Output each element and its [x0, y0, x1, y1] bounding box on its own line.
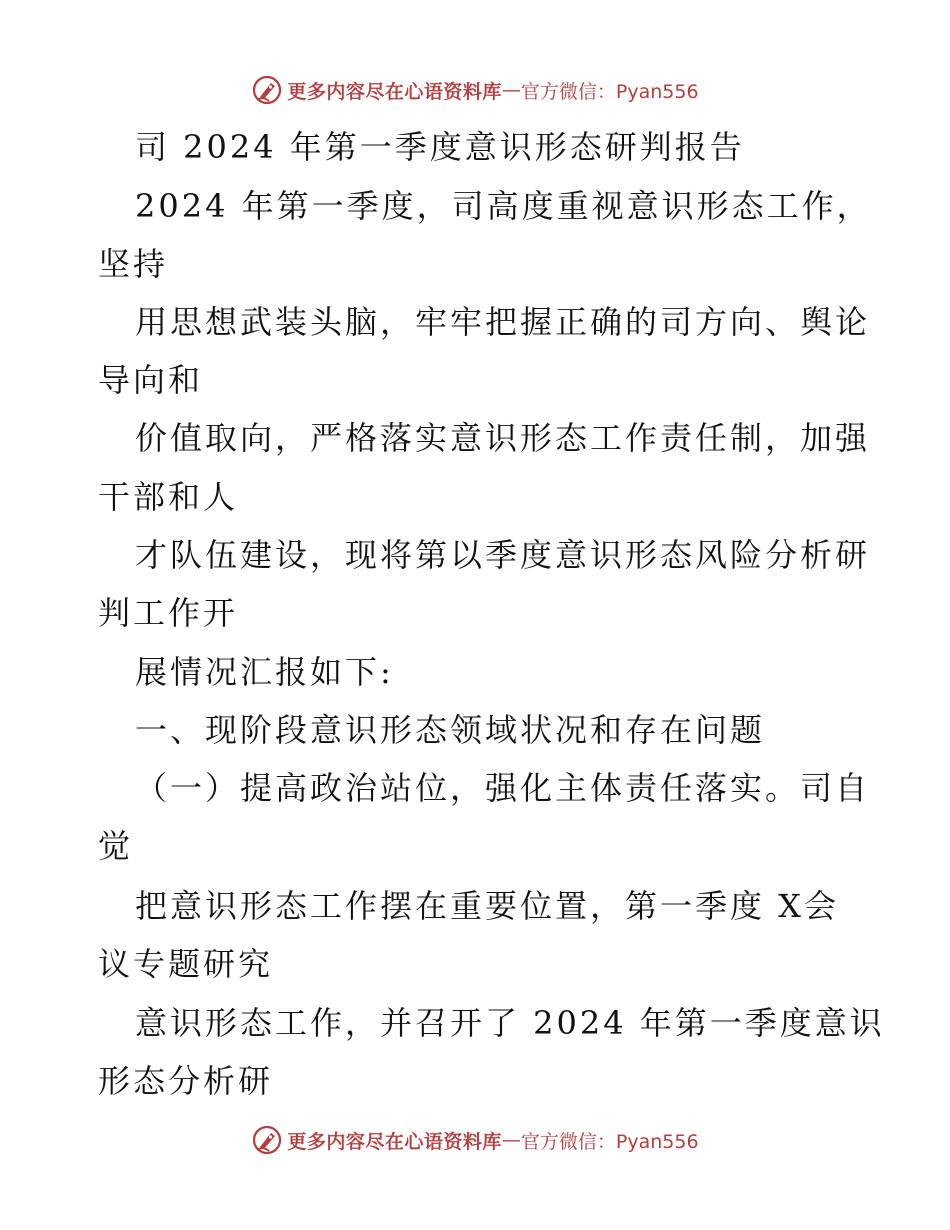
paragraph-line: 意识形态工作，并召开了 2024 年第一季度意识	[135, 1004, 885, 1042]
paragraph-line: 坚持	[98, 245, 169, 283]
paragraph-line: 价值取向，严格落实意识形态工作责任制，加强	[135, 419, 871, 457]
paragraph-line: 议专题研究	[98, 945, 274, 983]
paragraph-line: 觉	[98, 827, 134, 865]
paragraph-line: 导向和	[98, 361, 204, 399]
section-heading: 一、现阶段意识形态领域状况和存在问题	[135, 711, 766, 749]
paragraph-line: 形态分析研	[98, 1062, 274, 1100]
banner-separator: —	[501, 1129, 521, 1151]
subsection-heading: （一）提高政治站位，强化主体责任落实。司自	[135, 769, 871, 807]
banner-title: 更多内容尽在心语资料库	[287, 80, 502, 103]
banner-contact: 官方微信：Pyan556	[520, 1130, 699, 1153]
banner-separator: —	[501, 79, 521, 101]
pen-nib-logo-icon	[251, 74, 283, 106]
paragraph-line: 2024 年第一季度，司高度重视意识形态工作，	[135, 187, 872, 225]
header-banner	[0, 70, 950, 110]
paragraph-line: 展情况汇报如下:	[135, 653, 394, 691]
document-title: 司 2024 年第一季度意识形态研判报告	[135, 128, 745, 166]
banner-title: 更多内容尽在心语资料库	[287, 1130, 502, 1153]
paragraph-line: 才队伍建设，现将第以季度意识形态风险分析研	[135, 536, 871, 574]
paragraph-line: 判工作开	[98, 594, 239, 632]
paragraph-line: 用思想武装头脑，牢牢把握正确的司方向、舆论	[135, 303, 871, 341]
banner-contact: 官方微信：Pyan556	[520, 80, 699, 103]
paragraph-line: 把意识形态工作摆在重要位置，第一季度 X会	[135, 887, 839, 925]
footer-banner	[0, 1120, 950, 1160]
pen-nib-logo-icon	[251, 1124, 283, 1156]
paragraph-line: 干部和人	[98, 478, 239, 516]
